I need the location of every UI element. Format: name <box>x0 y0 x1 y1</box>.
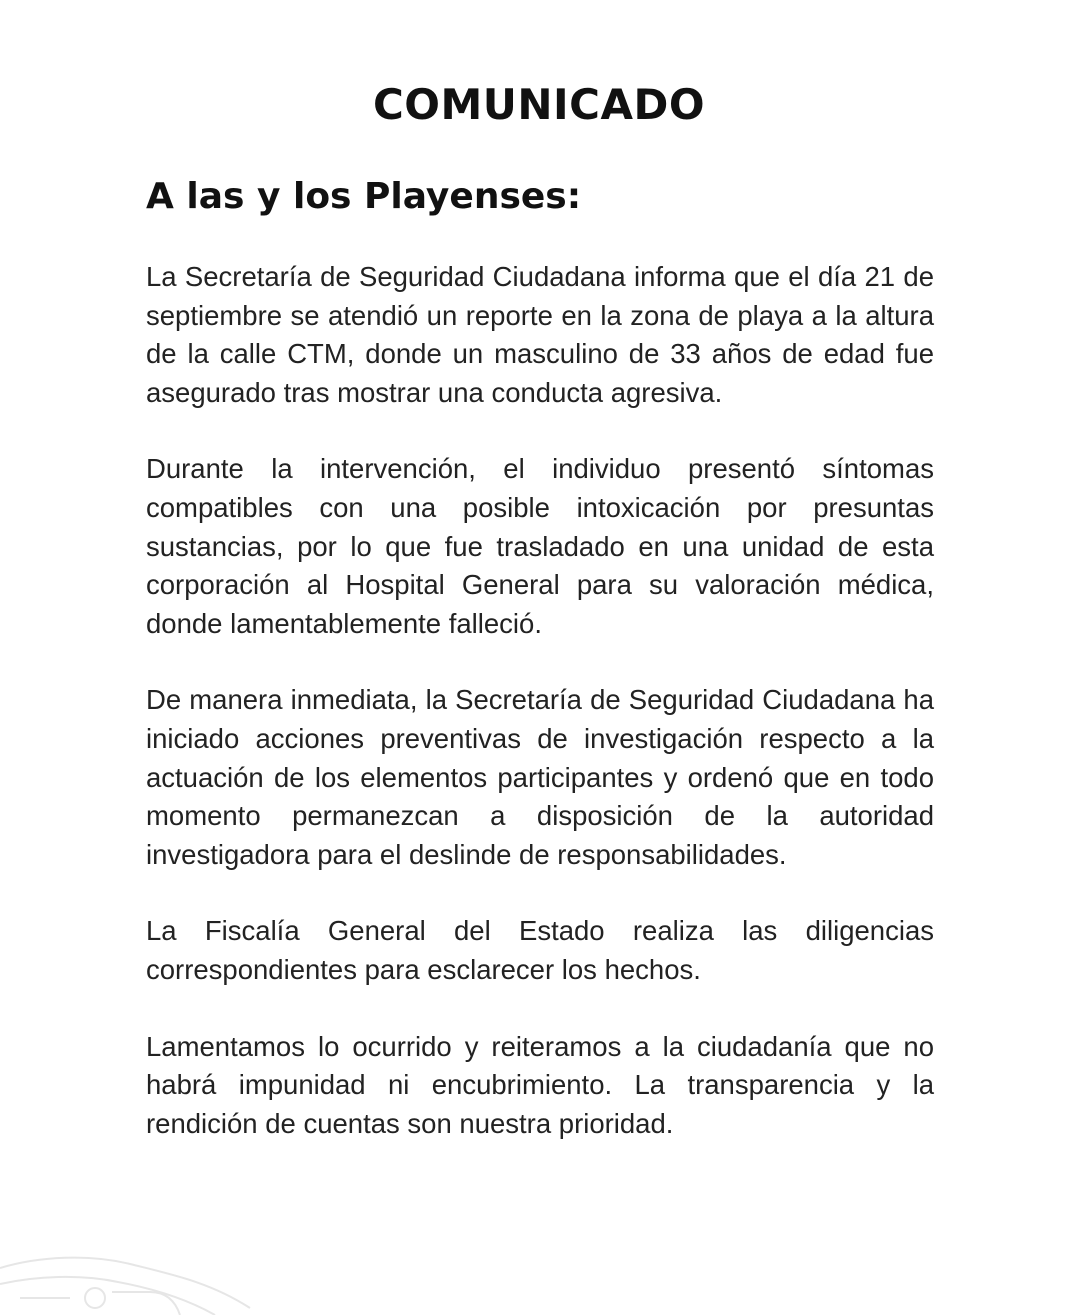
paragraph-intervention: Durante la intervención, el individuo presentó síntomas compatibles con una posible intoxicación por presuntas sustancias, por lo que fue trasladado en una unidad de esta corporación al Hospital General para su valoración médica, donde lamentablemente falleció. <box>146 453 934 639</box>
statement-body <box>146 258 934 1181</box>
paragraph-closing: Lamentamos lo ocurrido y reiteramos a la ciudadanía que no habrá impunidad ni encubrimiento. La transparencia y la rendición de cuentas son nuestra prioridad. <box>146 1030 934 1139</box>
greeting-heading: A las y los Playenses: <box>146 176 582 217</box>
paragraph-investigation: De manera inmediata, la Secretaría de Seguridad Ciudadana ha iniciado acciones preventivas de investigación respecto a la actuación de los elementos participantes y ordenó que en todo momento permanezcan a disposición de la autoridad investigadora para el deslinde de responsabilidades. <box>146 684 934 870</box>
paragraph-prosecutor: La Fiscalía General del Estado realiza las diligencias correspondientes para esclarecer los hechos. <box>146 915 934 985</box>
decorative-outline-icon <box>0 1238 260 1315</box>
paragraph-incident: La Secretaría de Seguridad Ciudadana informa que el día 21 de septiembre se atendió un reporte en la zona de playa a la altura de la calle CTM, donde un masculino de 33 años de edad fue asegurado tras mostrar una conducta agresiva. <box>146 261 934 408</box>
page-title: COMUNICADO <box>372 80 706 129</box>
